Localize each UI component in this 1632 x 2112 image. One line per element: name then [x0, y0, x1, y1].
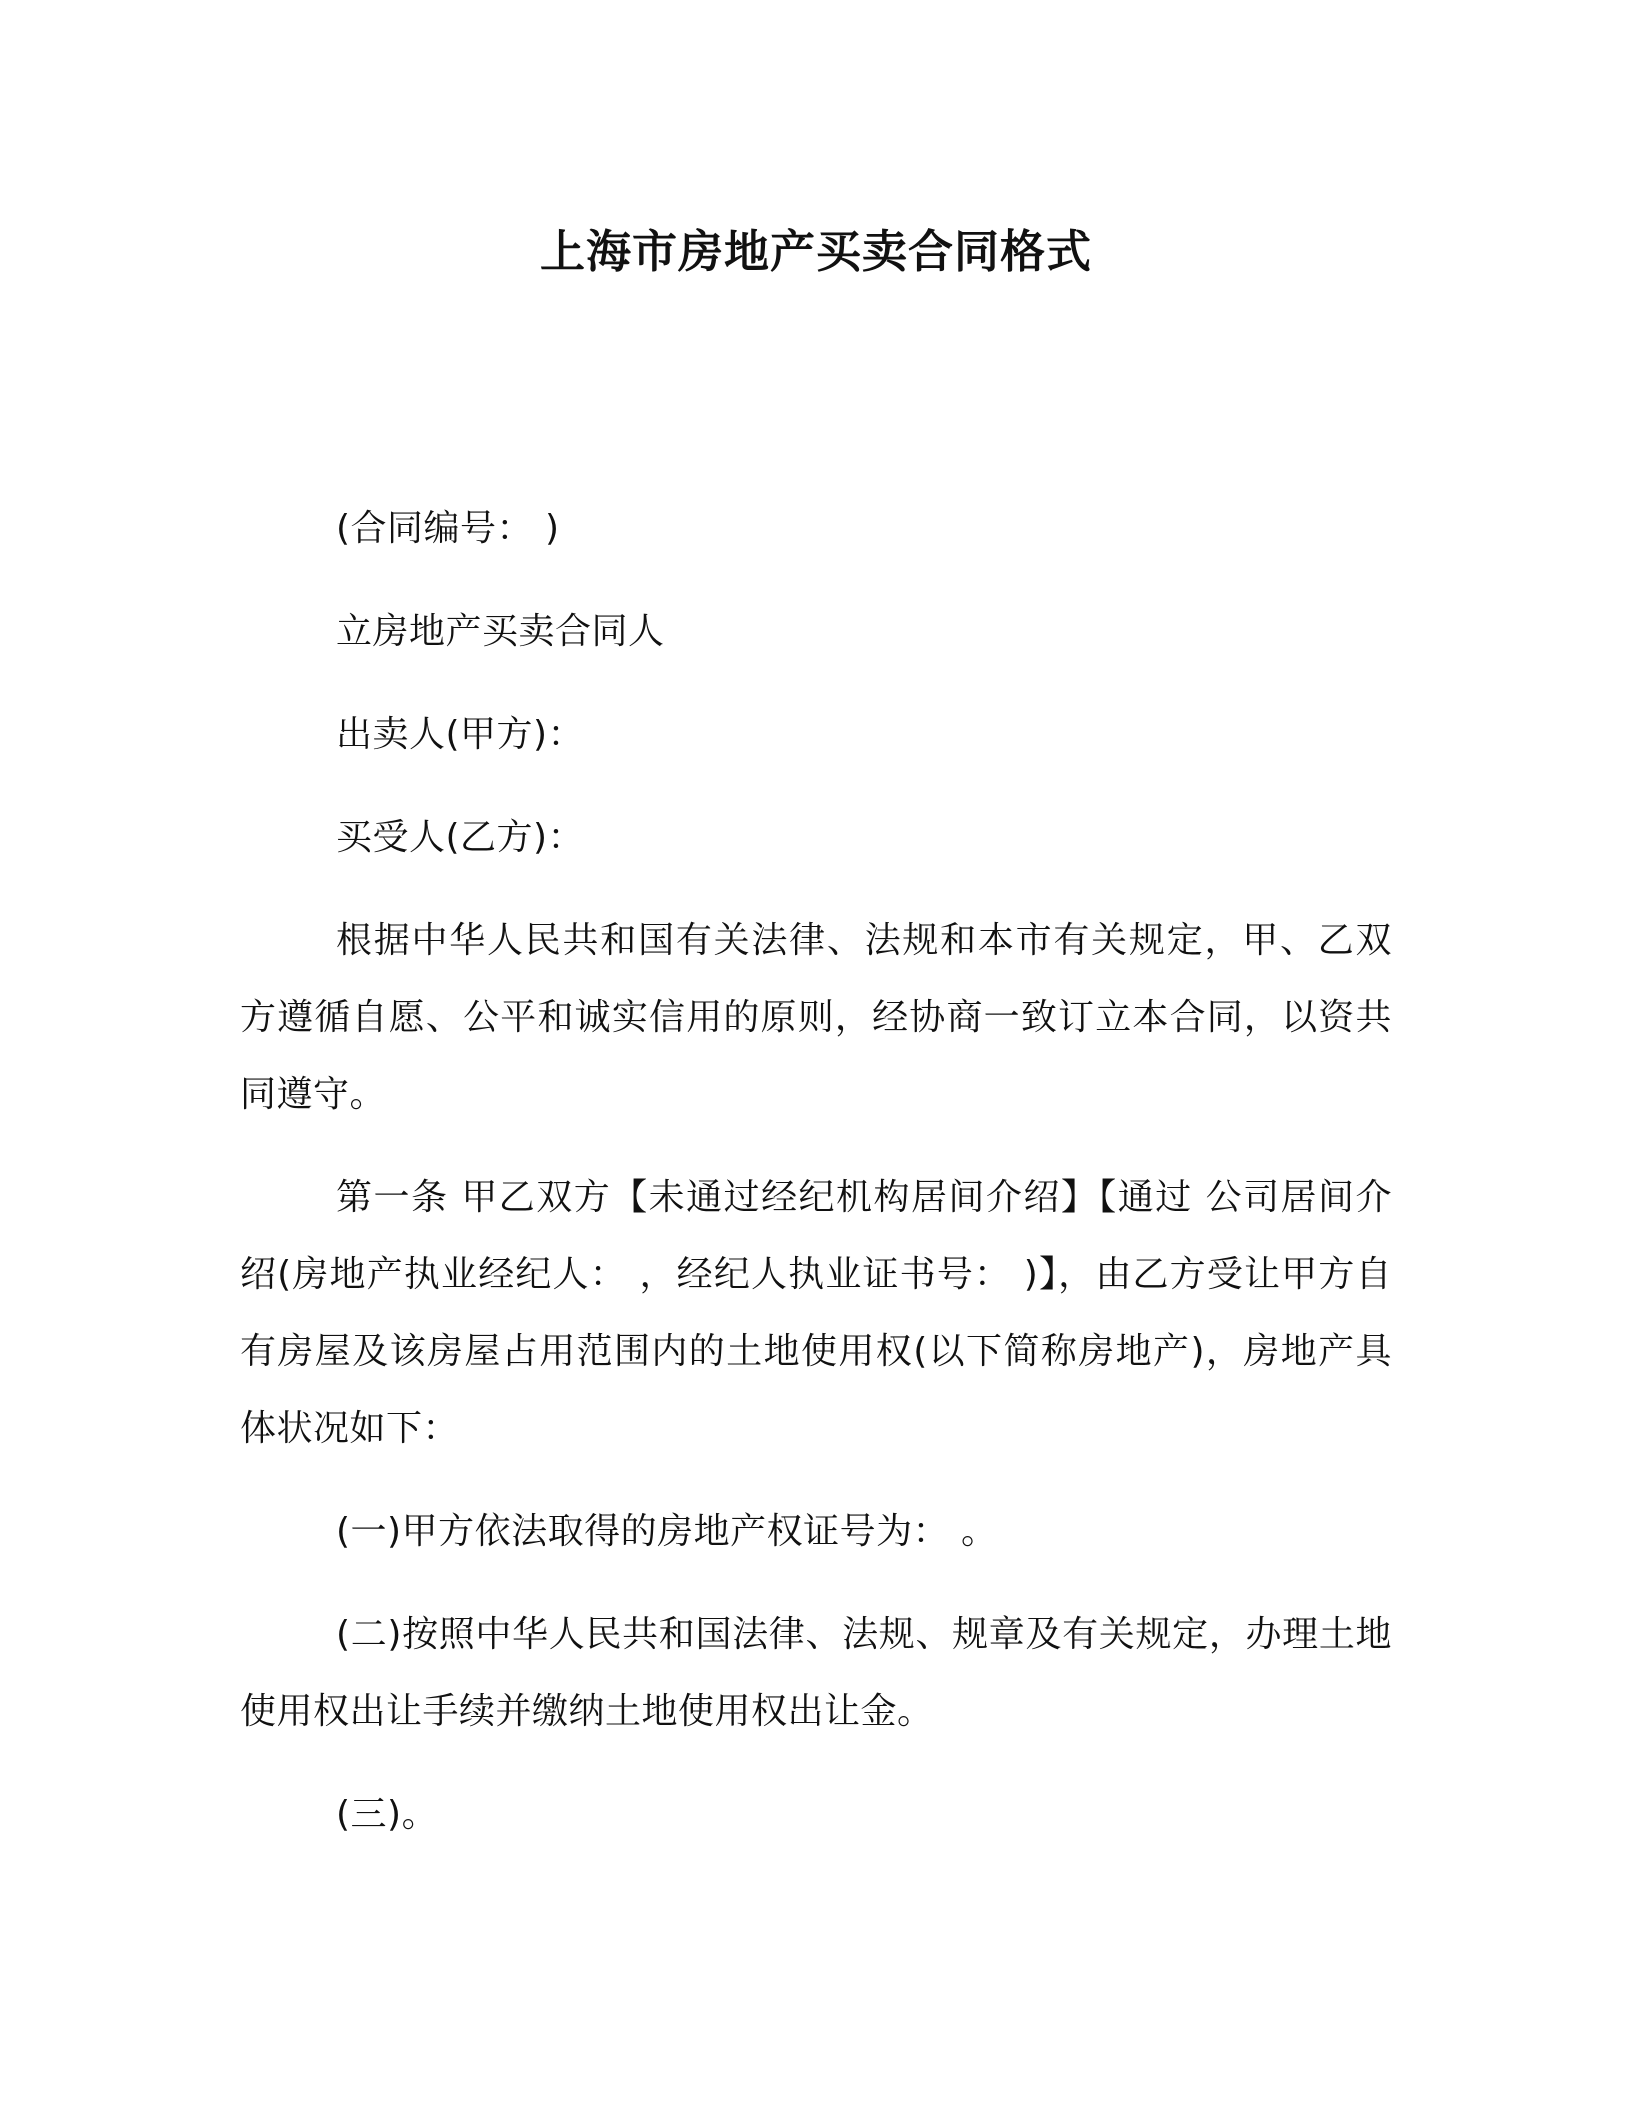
- clause-item-1: (一)甲方依法取得的房地产权证号为： 。: [336, 1511, 998, 1552]
- document-body: [240, 490, 1392, 1879]
- contract-number-line: (合同编号： ): [336, 508, 560, 549]
- article-one-paragraph: 第一条 甲乙双方【未通过经纪机构居间介绍】【通过 公司居间介绍(房地产执业经纪人： ，经纪人执业证书号： )】，由乙方受让甲方自有房屋及该房屋占用范围内的土地使用权(以下简称房地产)，房地产具体状况如下：: [240, 1177, 1392, 1449]
- buyer-line: 买受人(乙方)：: [336, 817, 585, 858]
- clause-item-2: (二)按照中华人民共和国法律、法规、规章及有关规定，办理土地使用权出让手续并缴纳土地使用权出让金。: [240, 1614, 1392, 1732]
- preamble-paragraph: 根据中华人民共和国有关法律、法规和本市有关规定，甲、乙双方遵循自愿、公平和诚实信用的原则，经协商一致订立本合同，以资共同遵守。: [240, 920, 1392, 1115]
- contract-parties-heading: 立房地产买卖合同人: [336, 611, 665, 652]
- seller-line: 出卖人(甲方)：: [336, 714, 585, 755]
- document-title: 上海市房地产买卖合同格式: [539, 225, 1092, 278]
- clause-item-3: (三)。: [336, 1794, 439, 1835]
